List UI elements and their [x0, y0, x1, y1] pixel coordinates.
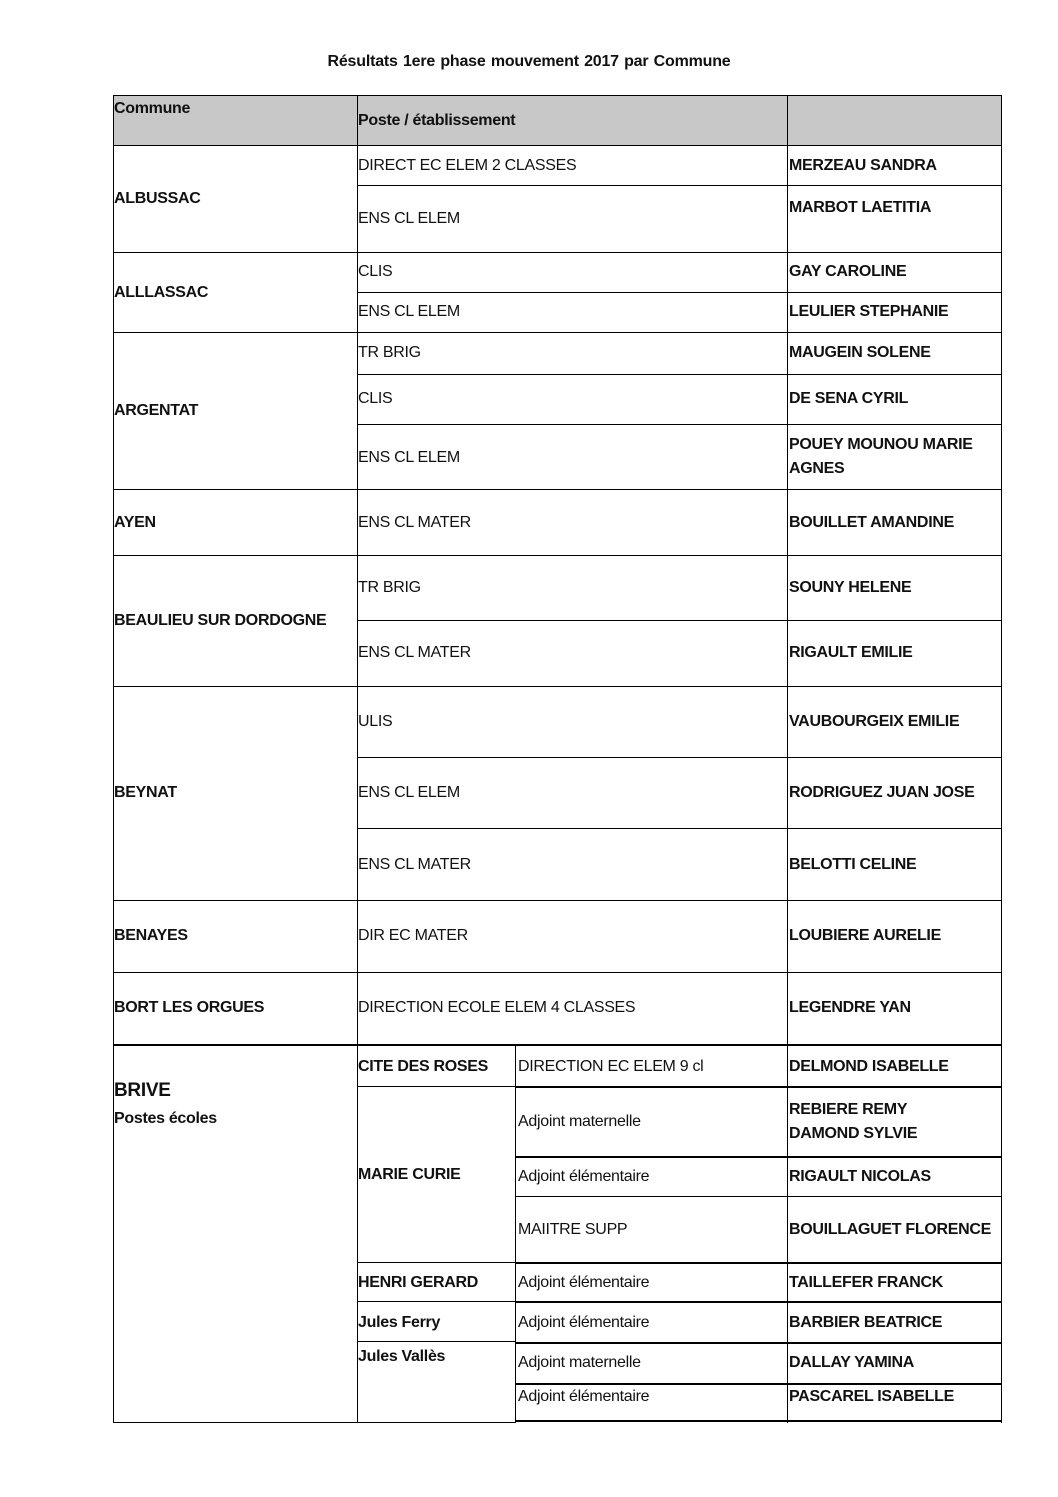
table-rule — [113, 332, 1002, 333]
table-rule — [113, 972, 1002, 973]
nom-cell: RIGAULT EMILIE — [789, 644, 913, 661]
poste-cell: Adjoint maternelle — [518, 1113, 641, 1130]
table-border-left — [113, 95, 114, 1423]
header-commune: Commune — [114, 100, 191, 117]
poste-cell: TR BRIG — [358, 344, 421, 361]
poste-cell: DIRECT EC ELEM 2 CLASSES — [358, 157, 577, 174]
table-rule — [357, 1262, 516, 1263]
ecole-cell: HENRI GERARD — [358, 1274, 478, 1291]
nom-cell: RODRIGUEZ JUAN JOSE — [789, 784, 975, 801]
table-rule — [113, 145, 1002, 146]
table-rule — [357, 757, 1002, 758]
poste-cell: ENS CL ELEM — [358, 784, 460, 801]
poste-cell: DIRECTION EC ELEM 9 cl — [518, 1058, 704, 1075]
table-rule — [113, 1044, 1002, 1046]
commune-beaulieu: BEAULIEU SUR DORDOGNE — [114, 612, 327, 629]
table-rule — [113, 489, 1002, 490]
nom-cell: LEGENDRE YAN — [789, 999, 911, 1016]
table-divider — [357, 95, 358, 1423]
poste-cell: TR BRIG — [358, 579, 421, 596]
table-rule — [357, 1341, 516, 1342]
commune-ayen: AYEN — [114, 514, 156, 531]
nom-cell: MARBOT LAETITIA — [789, 199, 932, 216]
table-divider — [515, 1045, 516, 1423]
table-header-background — [113, 96, 1001, 145]
table-rule — [515, 1420, 1002, 1422]
table-divider — [787, 95, 788, 1423]
poste-cell: Adjoint élémentaire — [518, 1314, 650, 1331]
table-rule — [357, 1301, 516, 1302]
table-rule — [113, 252, 1002, 253]
page-title: Résultats 1ere phase mouvement 2017 par Commune — [327, 53, 731, 70]
poste-cell: Adjoint élémentaire — [518, 1274, 650, 1291]
nom-cell: BOUILLAGUET FLORENCE — [789, 1221, 991, 1238]
nom-cell: LOUBIERE AURELIE — [789, 927, 941, 944]
brive-subtitle: Postes écoles — [114, 1110, 217, 1127]
table-rule — [357, 1086, 516, 1087]
poste-cell: Adjoint élémentaire — [518, 1168, 650, 1185]
table-rule — [113, 900, 1002, 901]
poste-cell: Adjoint maternelle — [518, 1354, 641, 1371]
ecole-cell: Jules Ferry — [358, 1314, 441, 1331]
nom-cell: RIGAULT NICOLAS — [789, 1168, 931, 1185]
poste-cell: ENS CL MATER — [358, 514, 471, 531]
poste-cell: ENS CL MATER — [358, 644, 471, 661]
table-rule — [357, 185, 1002, 186]
nom-cell: MAUGEIN SOLENE — [789, 344, 931, 361]
poste-cell: MAIITRE SUPP — [518, 1221, 628, 1238]
table-rule — [515, 1156, 1002, 1158]
table-rule — [357, 424, 1002, 425]
commune-benayes: BENAYES — [114, 927, 188, 944]
table-rule — [357, 374, 1002, 375]
table-rule — [515, 1383, 1002, 1385]
nom-cell: VAUBOURGEIX EMILIE — [789, 713, 960, 730]
nom-cell: REBIERE REMY DAMOND SYLVIE — [789, 1101, 918, 1142]
header-poste: Poste / établissement — [358, 112, 516, 129]
poste-cell: ENS CL ELEM — [358, 210, 460, 227]
poste-cell: DIRECTION ECOLE ELEM 4 CLASSES — [358, 999, 636, 1016]
commune-albussac: ALBUSSAC — [114, 190, 201, 207]
nom-cell: MERZEAU SANDRA — [789, 157, 937, 174]
poste-cell: CLIS — [358, 390, 393, 407]
table-rule — [113, 686, 1002, 687]
table-rule — [357, 620, 1002, 621]
table-rule — [515, 1301, 1002, 1303]
table-rule — [515, 1086, 1002, 1088]
nom-cell: DALLAY YAMINA — [789, 1354, 915, 1371]
commune-bort-les-orgues: BORT LES ORGUES — [114, 999, 265, 1016]
poste-cell: Adjoint élémentaire — [518, 1388, 650, 1405]
poste-cell: ENS CL ELEM — [358, 449, 460, 466]
ecole-cell: MARIE CURIE — [358, 1166, 461, 1183]
table-rule — [515, 1196, 1002, 1197]
nom-cell: BOUILLET AMANDINE — [789, 514, 954, 531]
nom-cell: POUEY MOUNOU MARIE AGNES — [789, 436, 973, 477]
table-rule — [515, 1342, 1002, 1344]
nom-cell: BARBIER BEATRICE — [789, 1314, 943, 1331]
ecole-cell: CITE DES ROSES — [358, 1058, 489, 1075]
poste-cell: ULIS — [358, 713, 393, 730]
poste-cell: ENS CL ELEM — [358, 303, 460, 320]
table-rule — [357, 828, 1002, 829]
table-rule — [515, 1262, 1002, 1264]
ecole-cell: Jules Vallès — [358, 1348, 446, 1365]
poste-cell: DIR EC MATER — [358, 927, 468, 944]
commune-brive: BRIVE — [114, 1080, 171, 1101]
commune-beynat: BEYNAT — [114, 784, 177, 801]
nom-cell: TAILLEFER FRANCK — [789, 1274, 943, 1291]
poste-cell: ENS CL MATER — [358, 856, 471, 873]
nom-cell: SOUNY HELENE — [789, 579, 912, 596]
table-rule — [113, 555, 1002, 556]
nom-cell: DELMOND ISABELLE — [789, 1058, 949, 1075]
commune-argentat: ARGENTAT — [114, 402, 199, 419]
poste-cell: CLIS — [358, 263, 393, 280]
table-border-right — [1001, 95, 1002, 1423]
nom-cell: BELOTTI CELINE — [789, 856, 917, 873]
nom-cell: PASCAREL ISABELLE — [789, 1388, 954, 1405]
table-rule — [113, 95, 1002, 96]
nom-cell: GAY CAROLINE — [789, 263, 907, 280]
table-rule — [113, 1422, 516, 1423]
nom-cell: DE SENA CYRIL — [789, 390, 909, 407]
nom-cell: LEULIER STEPHANIE — [789, 303, 949, 320]
commune-alllassac: ALLLASSAC — [114, 284, 209, 301]
table-rule — [357, 292, 1002, 293]
